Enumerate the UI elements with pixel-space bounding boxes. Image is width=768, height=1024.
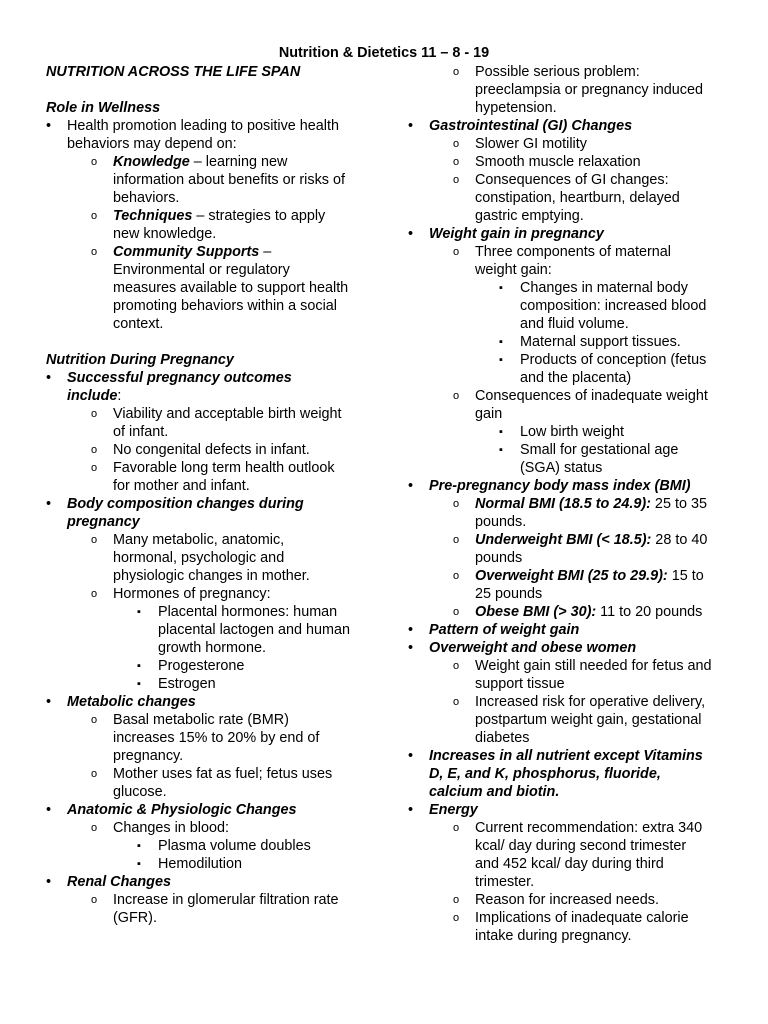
sub-item xyxy=(408,585,744,603)
sub-bullet-marker: o xyxy=(91,894,98,906)
text-span: (SGA) status xyxy=(520,460,603,476)
sub-bullet-marker: o xyxy=(91,408,98,420)
bullet-item xyxy=(46,513,376,531)
definition: – xyxy=(259,244,272,260)
text-span: Products of conception (fetus xyxy=(520,352,707,368)
sub-sub-item xyxy=(408,333,744,351)
bullet-marker: • xyxy=(46,874,52,890)
text-span: measures available to support health xyxy=(113,280,349,296)
text-span: Many metabolic, anatomic, xyxy=(113,532,285,548)
section-heading: NUTRITION ACROSS THE LIFE SPAN xyxy=(46,64,301,80)
text-span: and 452 kcal/ day during third xyxy=(475,856,664,872)
text-span: support tissue xyxy=(475,676,565,692)
text-span: Smooth muscle relaxation xyxy=(475,154,641,170)
sub-bullet-marker: o xyxy=(91,714,98,726)
text-span: postpartum weight gain, gestational xyxy=(475,712,702,728)
sub-bullet-marker: o xyxy=(91,822,98,834)
definition: 15 to xyxy=(667,568,704,584)
text-span: Low birth weight xyxy=(520,424,624,440)
text-span: Basal metabolic rate (BMR) xyxy=(113,712,289,728)
sub-sub-item xyxy=(46,837,376,855)
bullet-item xyxy=(408,801,744,819)
sub-bullet-marker: o xyxy=(91,462,98,474)
sub-bullet-marker: o xyxy=(453,696,460,708)
text-span: Three components of maternal xyxy=(475,244,671,260)
sub-sub-item xyxy=(46,603,376,621)
square-bullet-marker: ▪ xyxy=(499,444,503,456)
square-bullet-marker: ▪ xyxy=(137,660,141,672)
sub-sub-item xyxy=(408,297,744,315)
text-span: Hormones of pregnancy: xyxy=(113,586,271,602)
text-span: Overweight and obese women xyxy=(429,640,637,656)
sub-item xyxy=(408,387,744,405)
text-span: for mother and infant. xyxy=(113,478,250,494)
text-span: diabetes xyxy=(475,730,530,746)
bullet-item xyxy=(408,783,744,801)
sub-item xyxy=(46,153,376,171)
bullet-marker: • xyxy=(46,802,52,818)
sub-item xyxy=(408,207,744,225)
bullet-item xyxy=(408,225,744,243)
sub-item xyxy=(46,459,376,477)
text-span: Pre-pregnancy body mass index (BMI) xyxy=(429,478,691,494)
bullet-marker: • xyxy=(46,370,52,386)
text-span: Changes in maternal body xyxy=(520,280,688,296)
sub-item xyxy=(46,171,376,189)
term: Obese BMI (> 30): xyxy=(475,604,597,620)
sub-bullet-marker: o xyxy=(453,606,460,618)
subsection-heading xyxy=(46,351,376,369)
bullet-item xyxy=(408,765,744,783)
sub-item xyxy=(46,747,376,765)
definition: 25 to 35 xyxy=(650,496,707,512)
sub-bullet-marker: o xyxy=(453,822,460,834)
text-span: new knowledge. xyxy=(113,226,217,242)
subsection-heading xyxy=(46,99,376,117)
text-span: hormonal, psychologic and xyxy=(113,550,285,566)
text-span: trimester. xyxy=(475,874,535,890)
sub-item xyxy=(46,423,376,441)
text-span: Weight gain in pregnancy xyxy=(429,226,604,242)
text-span: behaviors may depend on: xyxy=(67,136,237,152)
bullet-marker: • xyxy=(408,622,414,638)
sub-item xyxy=(46,549,376,567)
text-span: Possible serious problem: xyxy=(475,64,640,80)
text-span: placental lactogen and human xyxy=(158,622,351,638)
square-bullet-marker: ▪ xyxy=(499,282,503,294)
text-span: Changes in blood: xyxy=(113,820,230,836)
sub-sub-item xyxy=(408,279,744,297)
text-span: Weight gain still needed for fetus and xyxy=(475,658,712,674)
bullet-marker: • xyxy=(408,748,414,764)
section-heading xyxy=(46,63,376,81)
text-span: (GFR). xyxy=(113,910,157,926)
sub-item xyxy=(46,297,376,315)
sub-item xyxy=(408,819,744,837)
text-span: Consequences of inadequate weight xyxy=(475,388,708,404)
text-span: Plasma volume doubles xyxy=(158,838,311,854)
bullet-item xyxy=(408,747,744,765)
text-span: Reason for increased needs. xyxy=(475,892,659,908)
text-span: physiologic changes in mother. xyxy=(113,568,310,584)
page-title: Nutrition & Dietetics 11 – 8 - 19 xyxy=(278,45,490,61)
sub-item xyxy=(408,189,744,207)
bullet-item xyxy=(46,693,376,711)
text-span: Metabolic changes xyxy=(67,694,196,710)
sub-bullet-marker: o xyxy=(453,894,460,906)
term: Overweight BMI (25 to 29.9): xyxy=(475,568,668,584)
text-span: calcium and biotin. xyxy=(429,784,560,800)
definition: – strategies to apply xyxy=(192,208,326,224)
text-span: Health promotion leading to positive health xyxy=(67,118,339,134)
sub-sub-item xyxy=(46,657,376,675)
text-span: Maternal support tissues. xyxy=(520,334,681,350)
term: Normal BMI (18.5 to 24.9): xyxy=(475,496,651,512)
sub-bullet-marker: o xyxy=(453,246,460,258)
text-span: growth hormone. xyxy=(158,640,266,656)
sub-item xyxy=(46,585,376,603)
text-span: Increases in all nutrient except Vitamins xyxy=(429,748,703,764)
sub-sub-item xyxy=(408,423,744,441)
text-span: glucose. xyxy=(113,784,167,800)
sub-item xyxy=(46,909,376,927)
sub-item xyxy=(46,729,376,747)
sub-bullet-marker: o xyxy=(91,210,98,222)
bullet-item xyxy=(46,387,376,405)
sub-item xyxy=(46,477,376,495)
sub-item xyxy=(46,711,376,729)
subsection-heading: Nutrition During Pregnancy xyxy=(46,352,234,368)
sub-item xyxy=(46,783,376,801)
bullet-item xyxy=(46,369,376,387)
text-span: behaviors. xyxy=(113,190,180,206)
bullet-marker: • xyxy=(46,118,52,134)
text-span: constipation, heartburn, delayed xyxy=(475,190,680,206)
sub-item xyxy=(408,531,744,549)
sub-bullet-marker: o xyxy=(91,156,98,168)
term: Knowledge xyxy=(113,154,190,170)
sub-item xyxy=(408,153,744,171)
sub-item xyxy=(46,891,376,909)
text-span: Hemodilution xyxy=(158,856,242,872)
sub-sub-item xyxy=(46,621,376,639)
text-span: Small for gestational age xyxy=(520,442,679,458)
sub-sub-item xyxy=(408,315,744,333)
spacer xyxy=(46,333,376,351)
sub-bullet-marker: o xyxy=(453,660,460,672)
text-span: composition: increased blood xyxy=(520,298,707,314)
sub-item xyxy=(46,405,376,423)
square-bullet-marker: ▪ xyxy=(499,336,503,348)
sub-item xyxy=(46,207,376,225)
subsection-heading: Role in Wellness xyxy=(46,100,161,116)
sub-bullet-marker: o xyxy=(453,156,460,168)
sub-bullet-marker: o xyxy=(91,588,98,600)
sub-item xyxy=(408,549,744,567)
text-span: pounds xyxy=(475,550,523,566)
square-bullet-marker: ▪ xyxy=(499,354,503,366)
sub-item xyxy=(408,693,744,711)
bullet-marker: • xyxy=(408,226,414,242)
text-span: Body composition changes during xyxy=(67,496,304,512)
sub-item xyxy=(408,603,744,621)
spacer xyxy=(46,81,376,99)
bullet-item xyxy=(408,117,744,135)
sub-sub-item xyxy=(408,351,744,369)
text-span: Placental hormones: human xyxy=(158,604,338,620)
sub-bullet-marker: o xyxy=(453,66,460,78)
sub-sub-item xyxy=(46,675,376,693)
bullet-marker: • xyxy=(46,496,52,512)
text-span: Viability and acceptable birth weight xyxy=(113,406,342,422)
text-span: and fluid volume. xyxy=(520,316,629,332)
sub-bullet-marker: o xyxy=(453,174,460,186)
text-span: Anatomic & Physiologic Changes xyxy=(67,802,297,818)
text-span: and the placenta) xyxy=(520,370,632,386)
square-bullet-marker: ▪ xyxy=(137,606,141,618)
sub-item xyxy=(408,657,744,675)
sub-bullet-marker: o xyxy=(453,534,460,546)
sub-item xyxy=(408,81,744,99)
sub-item xyxy=(408,495,744,513)
sub-item xyxy=(408,675,744,693)
text-span: Pattern of weight gain xyxy=(429,622,580,638)
text-span: : xyxy=(117,388,122,404)
sub-item xyxy=(408,135,744,153)
definition: 28 to 40 xyxy=(651,532,708,548)
term: Techniques xyxy=(113,208,193,224)
sub-item xyxy=(46,765,376,783)
sub-bullet-marker: o xyxy=(91,246,98,258)
square-bullet-marker: ▪ xyxy=(137,858,141,870)
sub-item xyxy=(46,189,376,207)
bullet-marker: • xyxy=(408,478,414,494)
bullet-marker: • xyxy=(408,640,414,656)
sub-item xyxy=(46,567,376,585)
text-span: weight gain: xyxy=(475,262,552,278)
bullet-item xyxy=(408,621,744,639)
text-span: Energy xyxy=(429,802,478,818)
text-span: increases 15% to 20% by end of xyxy=(113,730,320,746)
sub-item xyxy=(408,63,744,81)
text-span: intake during pregnancy. xyxy=(475,928,632,944)
text-span: information about benefits or risks of xyxy=(113,172,345,188)
sub-sub-item xyxy=(46,855,376,873)
text-span: Gastrointestinal (GI) Changes xyxy=(429,118,633,134)
text-span: Increase in glomerular filtration rate xyxy=(113,892,339,908)
sub-item xyxy=(408,729,744,747)
bullet-item xyxy=(408,477,744,495)
term: Underweight BMI (< 18.5): xyxy=(475,532,652,548)
text-span: Estrogen xyxy=(158,676,216,692)
sub-item xyxy=(46,441,376,459)
sub-bullet-marker: o xyxy=(91,768,98,780)
text-span: Environmental or regulatory xyxy=(113,262,290,278)
bullet-item xyxy=(46,873,376,891)
text-span: gastric emptying. xyxy=(475,208,584,224)
sub-item xyxy=(408,711,744,729)
bullet-item xyxy=(46,117,376,135)
text-span: Implications of inadequate calorie xyxy=(475,910,689,926)
sub-item xyxy=(408,855,744,873)
sub-bullet-marker: o xyxy=(453,390,460,402)
term: Community Supports xyxy=(113,244,260,260)
square-bullet-marker: ▪ xyxy=(499,426,503,438)
right-column xyxy=(408,63,744,945)
sub-item xyxy=(46,225,376,243)
text-span: promoting behaviors within a social xyxy=(113,298,337,314)
text-span: Increased risk for operative delivery, xyxy=(475,694,706,710)
text-span: hypetension. xyxy=(475,100,557,116)
text-span: D, E, and K, phosphorus, fluoride, xyxy=(429,766,661,782)
sub-bullet-marker: o xyxy=(91,444,98,456)
text-span: pounds. xyxy=(475,514,527,530)
text-span: Slower GI motility xyxy=(475,136,587,152)
sub-bullet-marker: o xyxy=(453,498,460,510)
text-span: include xyxy=(67,388,118,404)
sub-item xyxy=(408,909,744,927)
square-bullet-marker: ▪ xyxy=(137,840,141,852)
sub-item xyxy=(408,405,744,423)
sub-item xyxy=(46,261,376,279)
sub-item xyxy=(46,531,376,549)
text-span: context. xyxy=(113,316,164,332)
left-column xyxy=(46,63,376,927)
text-span: No congenital defects in infant. xyxy=(113,442,310,458)
text-span: Favorable long term health outlook xyxy=(113,460,335,476)
bullet-item xyxy=(408,639,744,657)
sub-bullet-marker: o xyxy=(453,138,460,150)
bullet-item xyxy=(46,801,376,819)
text-span: preeclampsia or pregnancy induced xyxy=(475,82,703,98)
text-span: Consequences of GI changes: xyxy=(475,172,669,188)
sub-sub-item xyxy=(408,441,744,459)
sub-item xyxy=(46,243,376,261)
sub-item xyxy=(408,243,744,261)
sub-item xyxy=(408,567,744,585)
bullet-marker: • xyxy=(408,118,414,134)
sub-item xyxy=(46,315,376,333)
bullet-marker: • xyxy=(46,694,52,710)
sub-item xyxy=(46,279,376,297)
text-span: 25 pounds xyxy=(475,586,543,602)
text-span: pregnancy. xyxy=(113,748,184,764)
definition: – learning new xyxy=(189,154,288,170)
definition: 11 to 20 pounds xyxy=(596,604,703,620)
sub-item xyxy=(408,513,744,531)
sub-sub-item xyxy=(46,639,376,657)
text-span: Current recommendation: extra 340 xyxy=(475,820,703,836)
bullet-marker: • xyxy=(408,802,414,818)
text-span: pregnancy xyxy=(67,514,140,530)
bullet-item xyxy=(46,135,376,153)
text-span: Renal Changes xyxy=(67,874,171,890)
text-span: Progesterone xyxy=(158,658,245,674)
text-span: kcal/ day during second trimester xyxy=(475,838,687,854)
sub-bullet-marker: o xyxy=(453,912,460,924)
sub-item xyxy=(408,927,744,945)
square-bullet-marker: ▪ xyxy=(137,678,141,690)
sub-item xyxy=(408,171,744,189)
sub-item xyxy=(46,819,376,837)
sub-item xyxy=(408,873,744,891)
sub-item xyxy=(408,261,744,279)
bullet-item xyxy=(46,495,376,513)
text-span: of infant. xyxy=(113,424,169,440)
sub-item xyxy=(408,837,744,855)
text-span: gain xyxy=(475,406,503,422)
text-span: Mother uses fat as fuel; fetus uses xyxy=(113,766,333,782)
sub-bullet-marker: o xyxy=(453,570,460,582)
sub-sub-item xyxy=(408,369,744,387)
sub-sub-item xyxy=(408,459,744,477)
sub-item xyxy=(408,99,744,117)
text-span: Successful pregnancy outcomes xyxy=(67,370,292,386)
sub-bullet-marker: o xyxy=(91,534,98,546)
sub-item xyxy=(408,891,744,909)
